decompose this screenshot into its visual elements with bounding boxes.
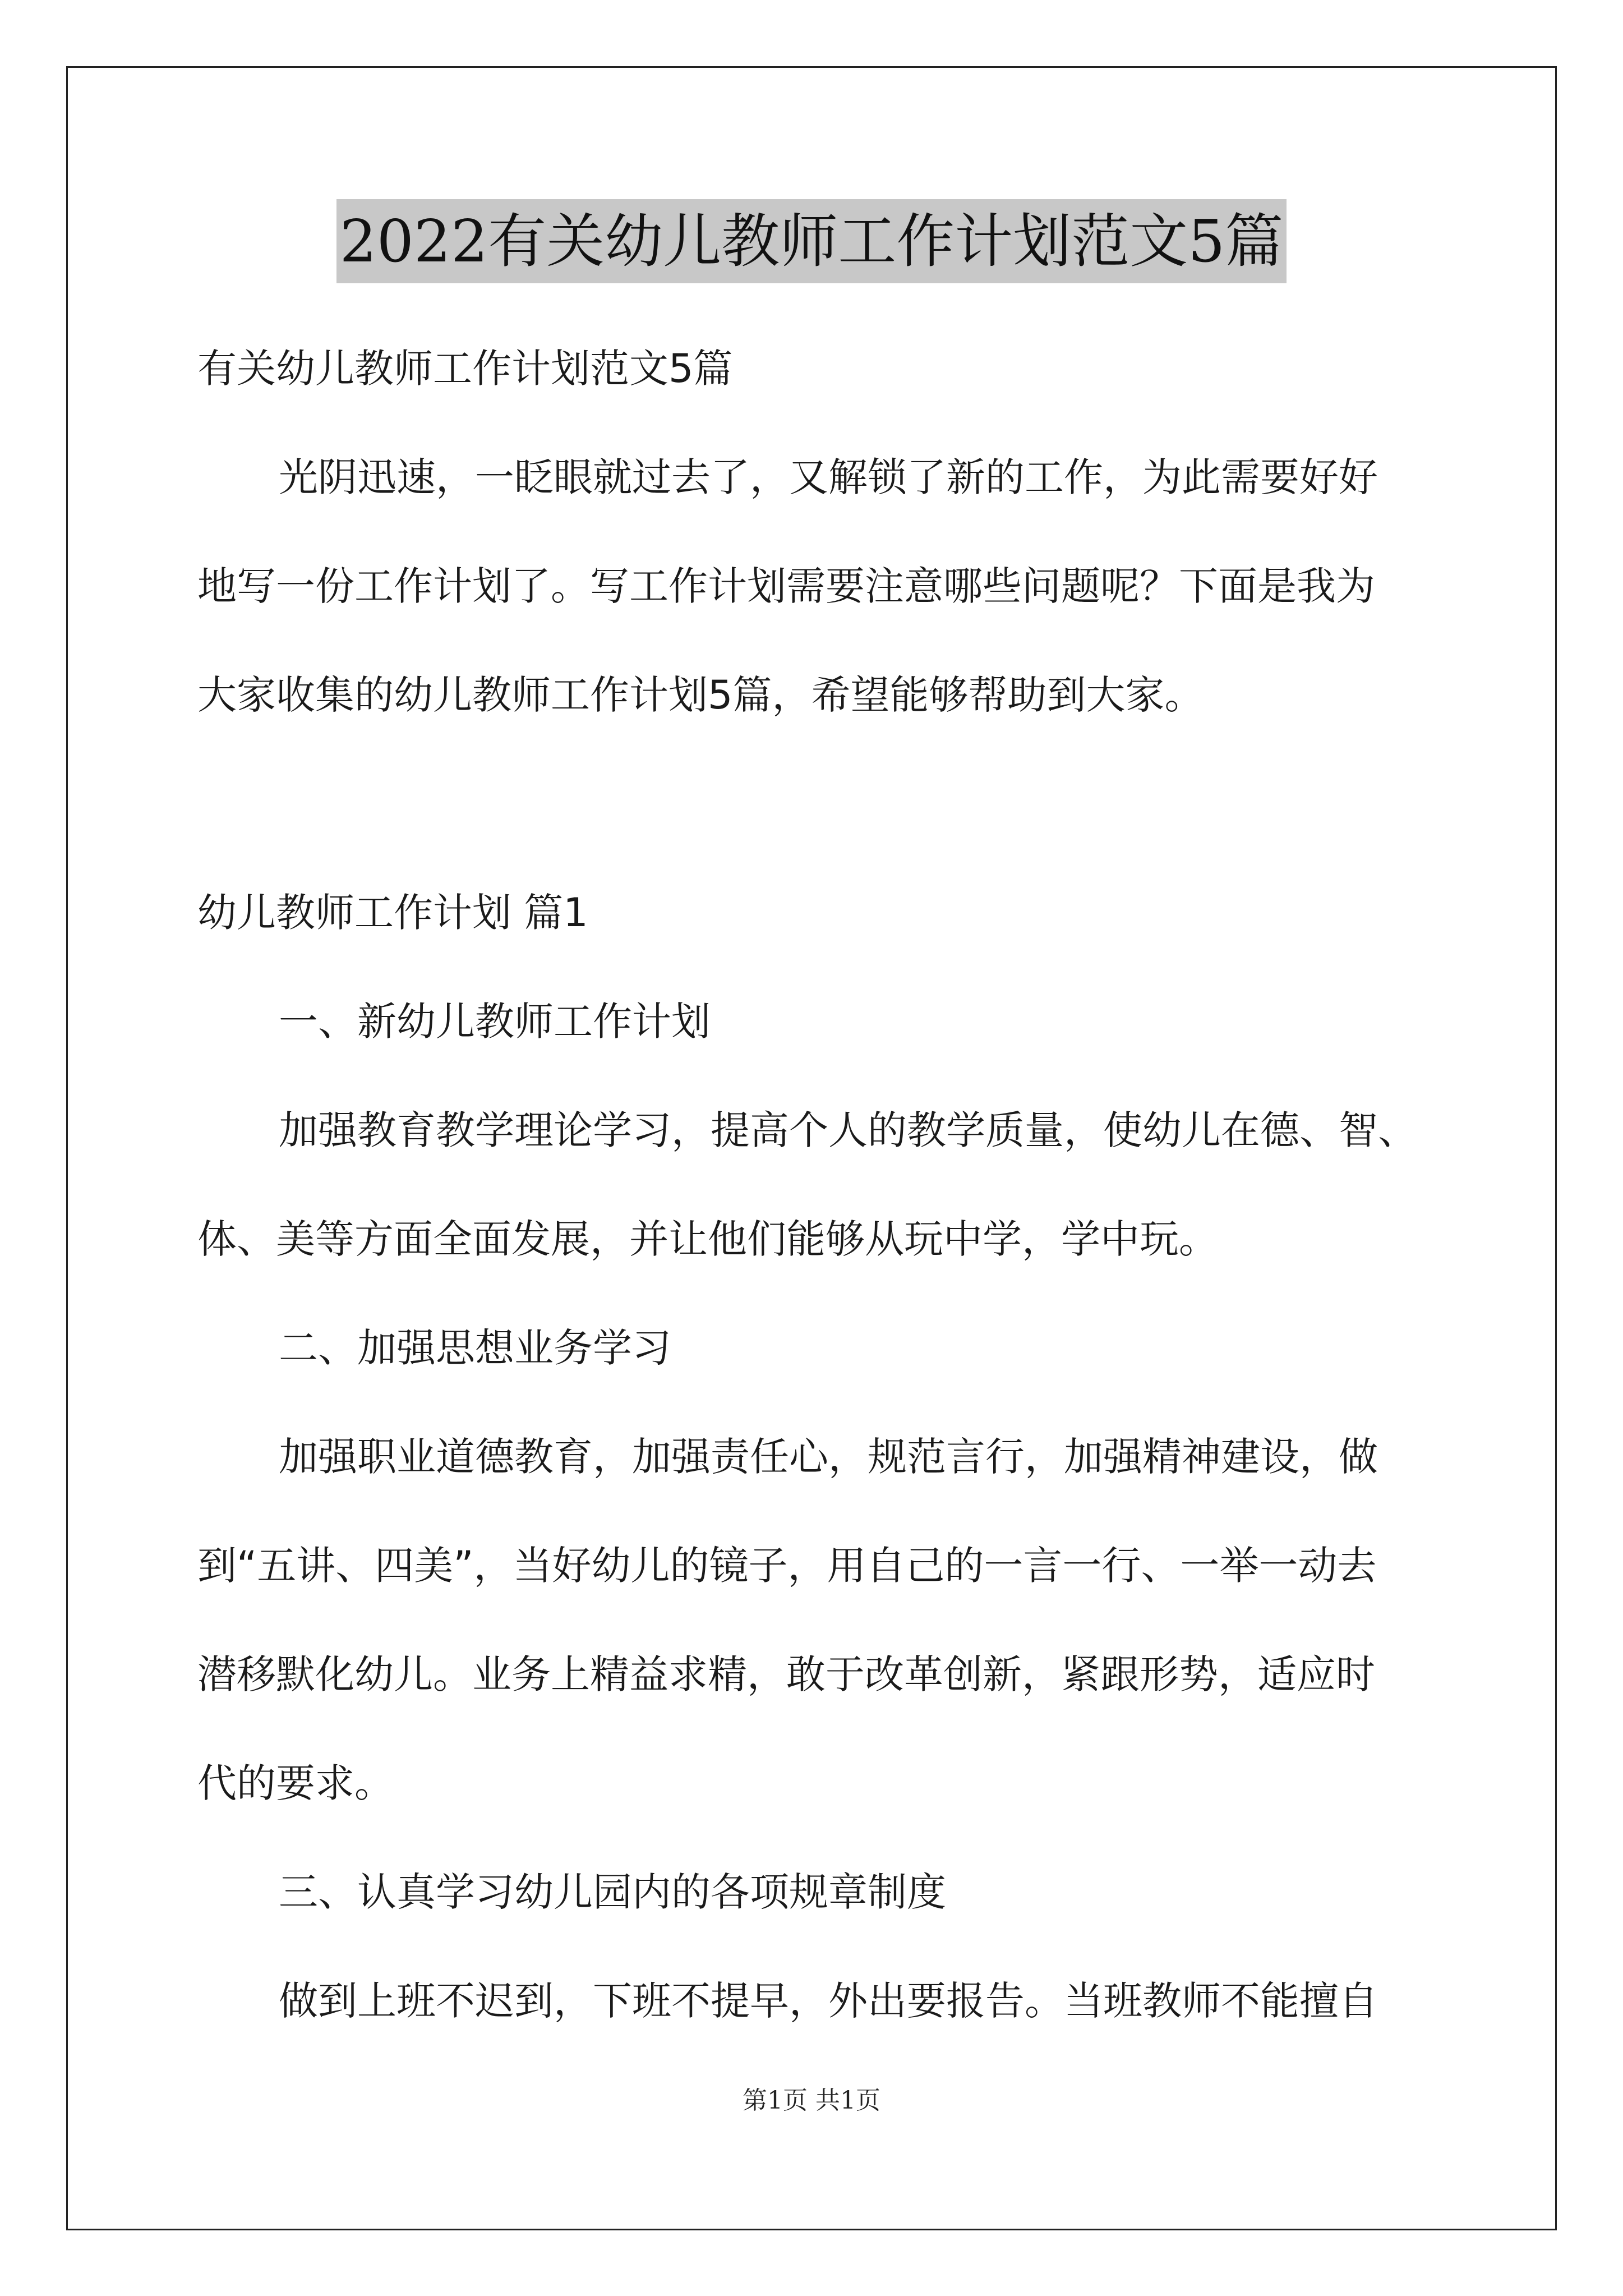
blank-line (197, 749, 1431, 858)
text-line: 光阴迅速，一眨眼就过去了，又解锁了新的工作，为此需要好好 (279, 454, 1378, 500)
page-footer: 第1页 共1页 (743, 2086, 880, 2115)
text-line: 幼儿教师工作计划 篇1 (197, 890, 588, 936)
text-line: 做到上班不迟到，下班不提早，外出要报告。当班教师不能擅自 (279, 1978, 1378, 2024)
text-line: 代的要求。 (197, 1760, 394, 1806)
text-line: 地写一份工作计划了。写工作计划需要注意哪些问题呢？下面是我为 (197, 563, 1375, 609)
text-line: 到“五讲、四美”，当好幼儿的镜子，用自己的一言一行、一举一动去 (197, 1543, 1377, 1589)
text-line: 有关幼儿教师工作计划范文5篇 (197, 346, 733, 392)
text-line: 大家收集的幼儿教师工作计划5篇，希望能够帮助到大家。 (197, 672, 1204, 718)
text-line: 加强职业道德教育，加强责任心，规范言行，加强精神建设，做 (279, 1434, 1378, 1480)
document-title: 2022有关幼儿教师工作计划范文5篇 (336, 199, 1287, 283)
text-line: 二、加强思想业务学习 (279, 1325, 671, 1371)
text-line: 三、认真学习幼儿园内的各项规章制度 (279, 1869, 946, 1915)
text-line: 潜移默化幼儿。业务上精益求精，敢于改革创新，紧跟形势，适应时 (197, 1651, 1375, 1697)
text-line: 体、美等方面全面发展，并让他们能够从玩中学，学中玩。 (197, 1216, 1218, 1262)
text-line: 一、新幼儿教师工作计划 (279, 999, 711, 1045)
title-wrap (0, 199, 1623, 283)
text-line: 加强教育教学理论学习，提高个人的教学质量，使幼儿在德、智、 (279, 1107, 1417, 1153)
document-body (197, 314, 1431, 2055)
